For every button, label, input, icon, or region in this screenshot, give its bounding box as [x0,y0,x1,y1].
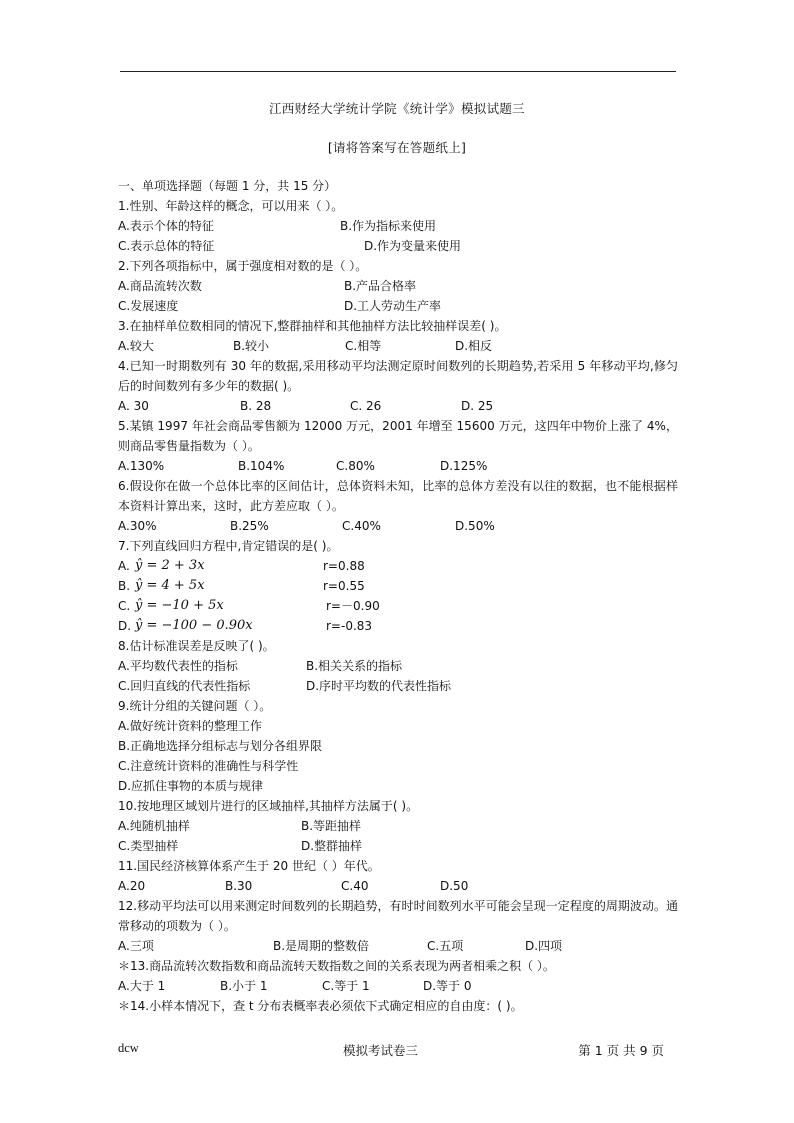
q7-option-a-equation: ŷ = 2 + 3x [135,558,205,573]
q9-option-c: C.注意统计资料的准确性与科学性 [118,759,299,773]
q1-option-b: B.作为指标来使用 [340,219,437,233]
q11-option-b: B.30 [225,879,253,893]
header-rule [120,71,676,72]
q11-option-d: D.50 [440,879,469,893]
question-6-stem: 6.假设你在做一个总体比率的区间估计，总体资料未知，比率的总体方差没有以往的数据，也不能根据样本资料计算出来，这时，此方差应取（ ）。 [118,479,678,513]
q8-option-d: D.序时平均数的代表性指标 [306,679,452,693]
question-3-stem: 3.在抽样单位数相同的情况下,整群抽样和其他抽样方法比较抽样误差( )。 [118,319,507,333]
page-footer [118,1041,678,1061]
q13-option-c: C.等于 1 [322,979,370,993]
q1-option-a: A.表示个体的特征 [118,219,214,233]
q13-option-d: D.等于 0 [423,979,472,993]
q7-option-d-label: D. [118,619,132,633]
q12-option-d: D.四项 [525,939,563,953]
q2-option-c: C.发展速度 [118,299,179,313]
q13-option-b: B.小于 1 [220,979,268,993]
q7-option-a-r: r=0.88 [323,559,365,573]
q12-option-a: A.三项 [118,939,154,953]
q5-option-a: A.130% [118,459,165,473]
q2-option-d: D.工人劳动生产率 [344,299,442,313]
q7-option-b-label: B. [118,579,131,593]
q4-option-c: C. 26 [350,399,382,413]
question-4-stem: 4.已知一时期数列有 30 年的数据,采用移动平均法测定原时间数列的长期趋势,若采用 5 年移动平均,修匀后的时间数列有多少年的数据( )。 [118,359,678,393]
q8-option-b: B.相关关系的指标 [306,659,403,673]
q7-option-b-r: r=0.55 [323,579,365,593]
question-2-stem: 2.下列各项指标中，属于强度相对数的是（ ）。 [118,259,368,273]
q1-option-d: D.作为变量来使用 [364,239,462,253]
question-5-stem: 5.某镇 1997 年社会商品零售额为 12000 万元，2001 年增至 15600 万元，这四年中物价上涨了 4%，则商品零售量指数为（ ）。 [118,419,678,453]
page-title: 江西财经大学统计学院《统计学》模拟试题三 [268,101,525,116]
section-heading: 一、单项选择题（每题 1 分，共 15 分） [118,179,337,193]
q7-option-d-equation: ŷ = −100 − 0.90x [135,618,253,633]
footer-exam-name: 模拟考试卷三 [343,1043,419,1058]
q7-option-c-label: C. [118,599,131,613]
question-1-stem: 1.性别、年龄这样的概念，可以用来（ ）。 [118,199,344,213]
footer-author: dcw [118,1041,139,1055]
q2-option-b: B.产品合格率 [344,279,417,293]
q3-option-b: B.较小 [233,339,270,353]
q9-option-a: A.做好统计资料的整理工作 [118,719,262,733]
question-list [118,176,678,1016]
q7-option-a-label: A. [118,559,130,573]
q10-option-d: D.整群抽样 [301,839,363,853]
question-12-stem: 12.移动平均法可以用来测定时间数列的长期趋势，有时时间数列水平可能会呈现一定程度的周期波动。通常移动的项数为（ ）。 [118,899,678,933]
question-9-stem: 9.统计分组的关键问题（ ）。 [118,699,272,713]
q12-option-c: C.五项 [427,939,464,953]
q3-option-c: C.相等 [345,339,382,353]
q8-option-a: A.平均数代表性的指标 [118,659,238,673]
q9-option-b: B.正确地选择分组标志与划分各组界限 [118,739,323,753]
question-7-stem: 7.下列直线回归方程中,肯定错误的是( )。 [118,539,339,553]
question-10-stem: 10.按地理区域划片进行的区域抽样,其抽样方法属于( )。 [118,799,419,813]
q4-option-b: B. 28 [240,399,272,413]
q10-option-a: A.纯随机抽样 [118,819,190,833]
q2-option-a: A.商品流转次数 [118,279,202,293]
q7-option-c-equation: ŷ = −10 + 5x [135,598,224,613]
question-14-stem: ＊14.小样本情况下，查 t 分布表概率表必须依下式确定相应的自由度：( )。 [118,999,523,1013]
q1-option-c: C.表示总体的特征 [118,239,215,253]
q10-option-b: B.等距抽样 [301,819,362,833]
q8-option-c: C.回归直线的代表性指标 [118,679,251,693]
q3-option-a: A.较大 [118,339,154,353]
q5-option-b: B.104% [238,459,285,473]
q3-option-d: D.相反 [455,339,493,353]
q4-option-d: D. 25 [461,399,494,413]
q7-option-d-r: r=-0.83 [326,619,373,633]
q6-option-c: C.40% [342,519,381,533]
q9-option-d: D.应抓住事物的本质与规律 [118,779,264,793]
q6-option-d: D.50% [455,519,495,533]
q12-option-b: B.是周期的整数倍 [273,939,370,953]
q5-option-d: D.125% [440,459,488,473]
q4-option-a: A. 30 [118,399,149,413]
q7-option-c-r: r=－0.90 [326,599,380,613]
q7-option-b-equation: ŷ = 4 + 5x [135,578,205,593]
q11-option-a: A.20 [118,879,146,893]
question-8-stem: 8.估计标准误差是反映了( )。 [118,639,275,653]
footer-page-number: 第 1 页 共 9 页 [578,1043,664,1058]
q11-option-c: C.40 [341,879,369,893]
question-13-stem: ＊13.商品流转次数指数和商品流转天数指数之间的关系表现为两者相乘之积（ ）。 [118,959,555,973]
q13-option-a: A.大于 1 [118,979,166,993]
q5-option-c: C.80% [336,459,375,473]
q6-option-a: A.30% [118,519,157,533]
answer-instruction: [请将答案写在答题纸上] [327,140,467,155]
question-11-stem: 11.国民经济核算体系产生于 20 世纪（ ）年代。 [118,859,380,873]
q6-option-b: B.25% [230,519,269,533]
q10-option-c: C.类型抽样 [118,839,179,853]
